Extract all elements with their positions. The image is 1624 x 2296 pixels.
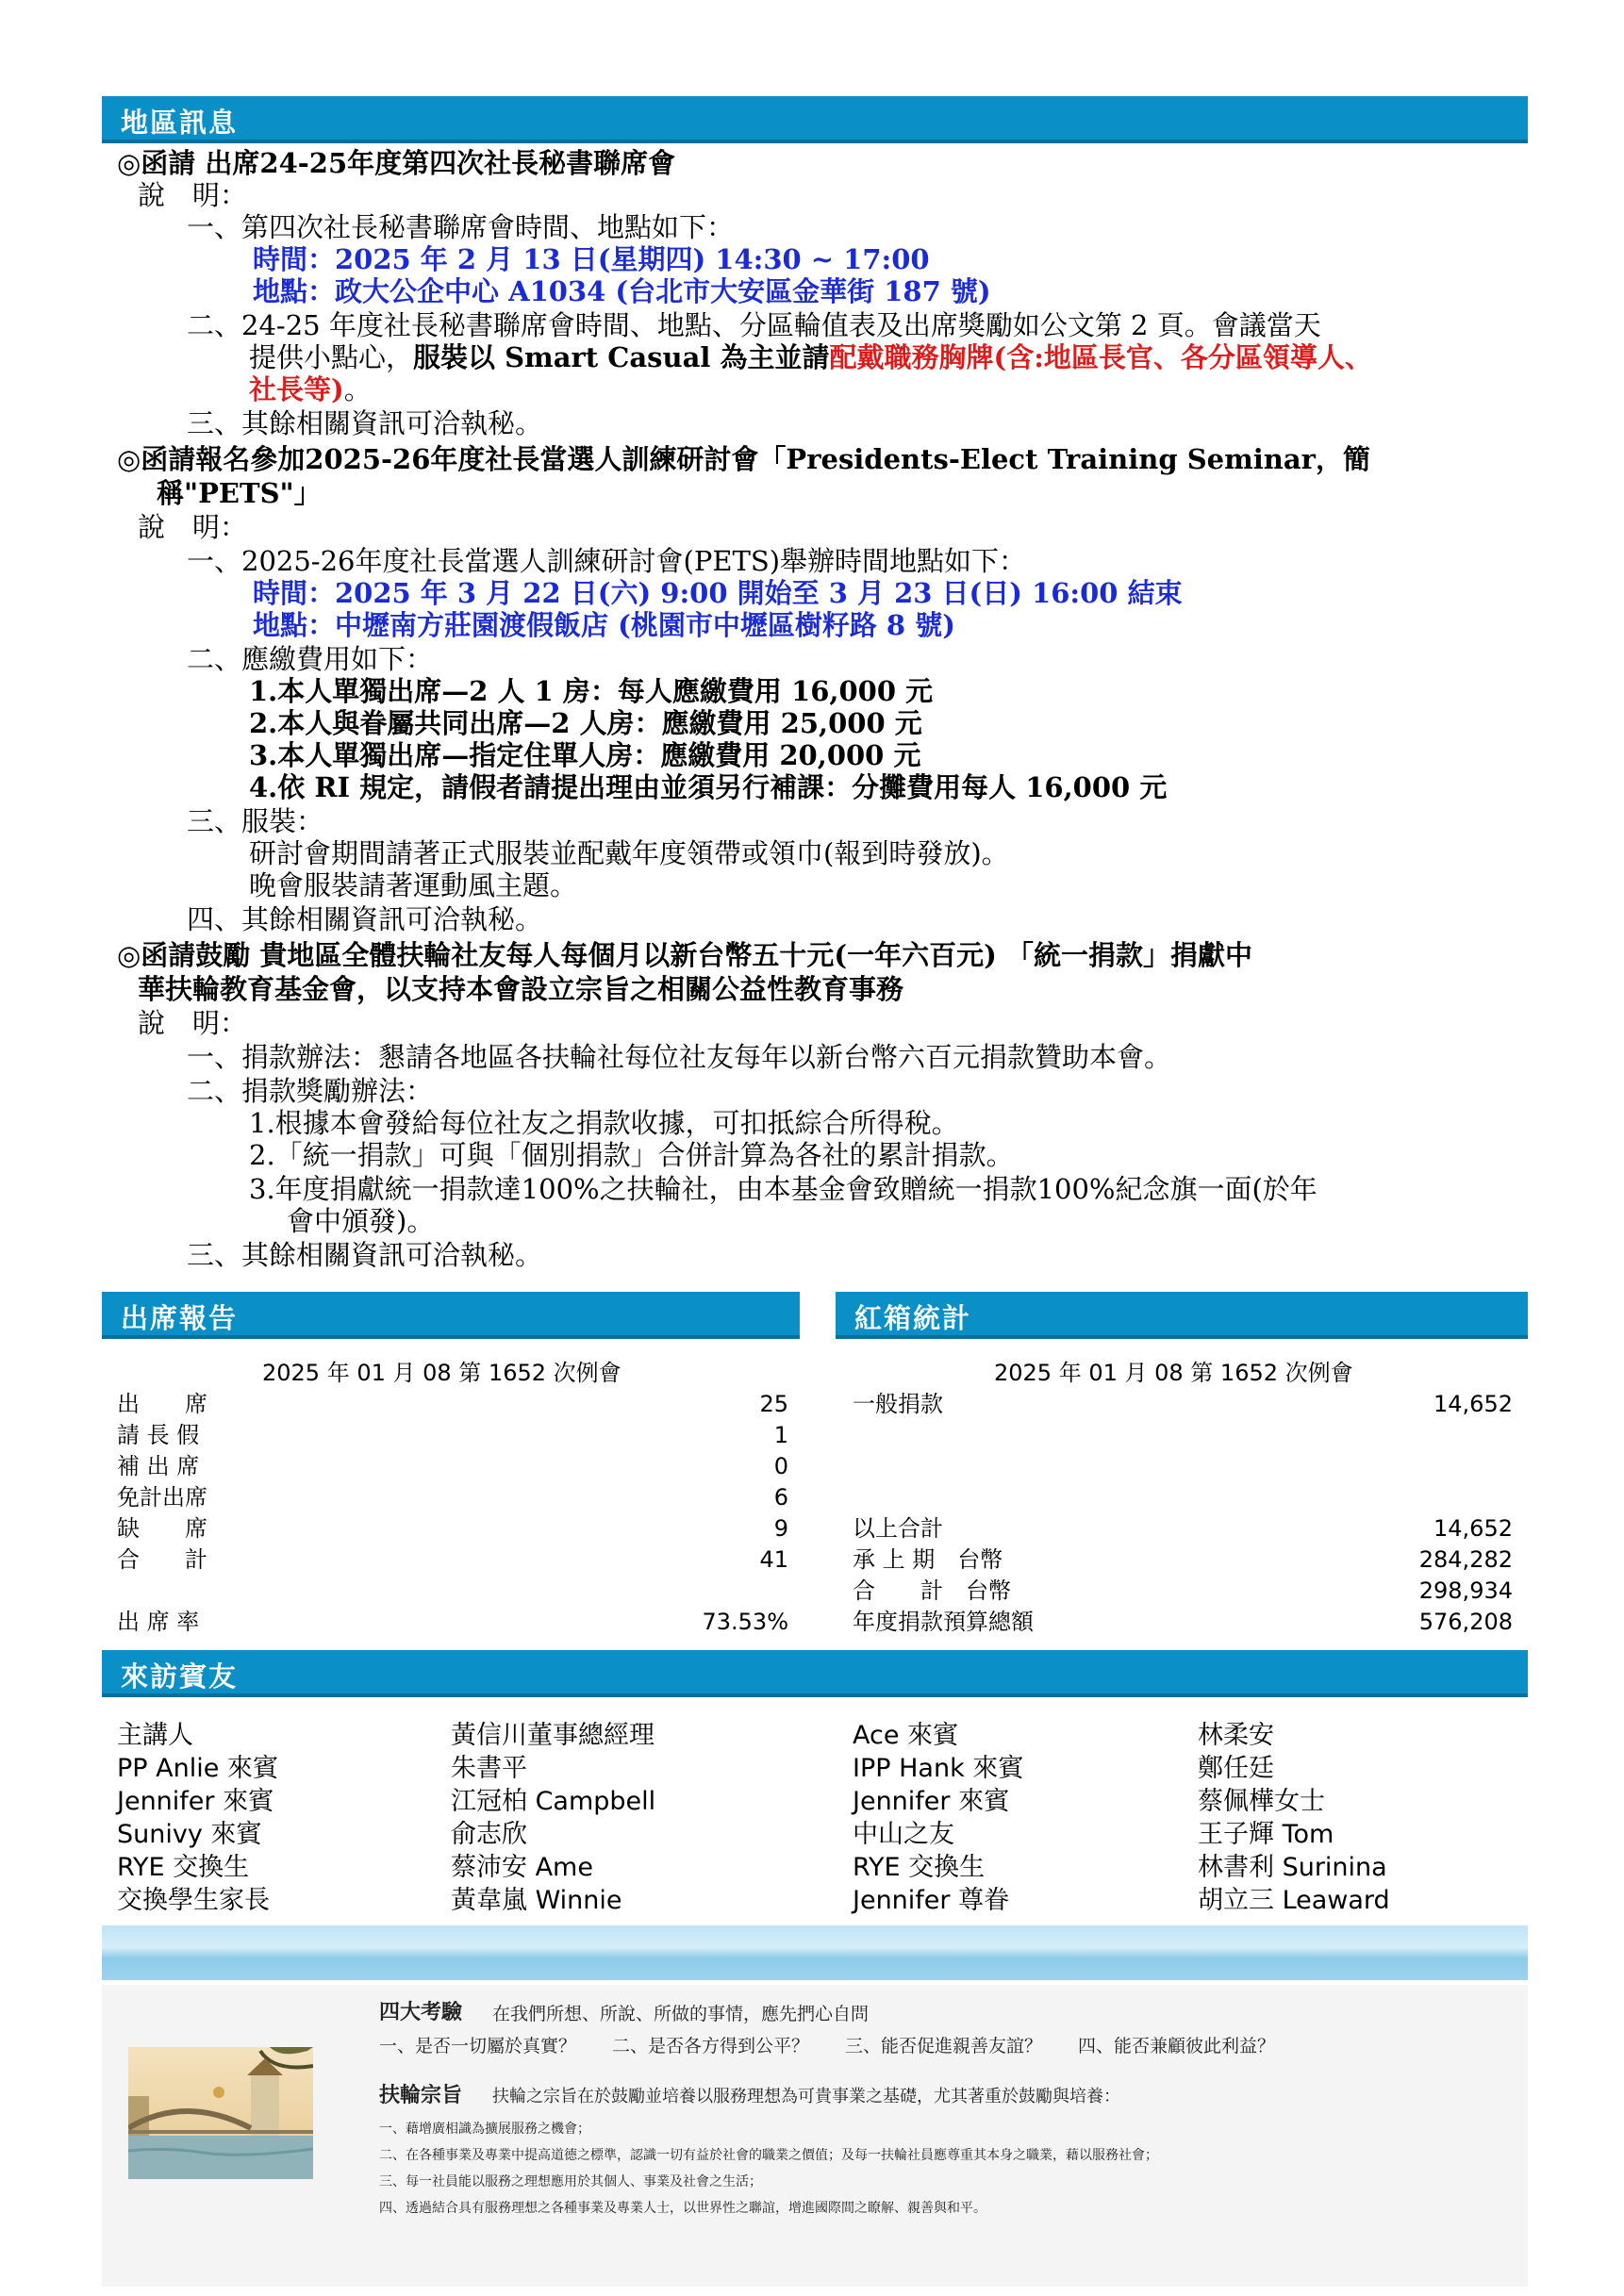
visitor-name: 朱書平 [451,1754,527,1783]
notice3-rule3-line1: 3.年度捐獻統一捐款達100%之扶輪社，由本基金會致贈統一捐款100%紀念旗一面(於年 [249,1173,1317,1205]
visitor-name: Jennifer 尊眷 [853,1886,1010,1915]
notice2-fee4: 4.依 RI 規定，請假者請提出理由並須另行補課：分攤費用每人 16,000 元 [249,771,1168,803]
visitors-title: 來訪賓友 [121,1660,239,1693]
rotary-object-item: 三、每一社員能以服務之理想應用於其個人、事業及社會之生活； [379,2174,762,2189]
visitors-header [102,1650,1528,1697]
budget-label: 年度捐款預算總額 [853,1609,1034,1635]
notice2-item4: 四、其餘相關資訊可洽執秘。 [187,903,543,935]
notice3-title-line1: ◎函請鼓勵 貴地區全體扶輪社友每人每個月以新台幣五十元(一年六百元) 「統一捐款」捐獻中 [117,939,1252,971]
notice3-item1: 一、捐款辦法：懇請各地區各扶輪社每位社友每年以新台幣六百元捐款贊助本會。 [187,1041,1172,1073]
subtotal-label: 以上合計 [853,1515,943,1542]
district-news-title: 地區訊息 [121,107,239,139]
attendance-row-value: 6 [773,1484,788,1511]
rotary-object-item: 四、透過結合具有服務理想之各種事業及專業人士，以世界性之聯誼，增進國際間之瞭解、親善與和平。 [379,2201,986,2216]
attendance-row-label: 合 計 [117,1546,207,1573]
attendance-meeting: 2025 年 01 月 08 第 1652 次例會 [262,1360,621,1386]
red-box-header [836,1292,1528,1339]
visitor-name: Ace 來賓 [853,1721,959,1750]
visitor-name: Jennifer 來賓 [117,1787,274,1816]
visitor-name: RYE 交換生 [853,1853,986,1882]
notice1-item2-line3: 社長等)。 [249,373,372,405]
notice1-place: 地點：政大公企中心 A1034 (台北市大安區金華街 187 號) [253,275,991,307]
notice2-item2: 二、應繳費用如下： [187,643,434,675]
visitor-name: 蔡佩樺女士 [1198,1787,1325,1816]
notice1-item2-line1: 二、24-25 年度社長秘書聯席會時間、地點、分區輪值表及出席獎勵如公文第 2 頁。會議當天 [187,309,1321,341]
attendance-row-label: 免計出席 [117,1484,207,1511]
notice1-item1: 一、第四次社長秘書聯席會時間、地點如下： [187,211,735,243]
attendance-row-value: 9 [773,1515,788,1542]
attendance-rate-label: 出 席 率 [117,1609,200,1635]
notice2-place: 地點：中壢南方莊園渡假飯店 (桃園市中壢區樹籽路 8 號) [253,609,955,641]
visitor-name: IPP Hank 來賓 [853,1754,1024,1783]
notice3-item2: 二、捐款獎勵辦法： [187,1075,434,1107]
visitor-name: 中山之友 [853,1820,954,1849]
visitor-name: 林書利 Surinina [1198,1853,1387,1882]
notice3-rule2: 2.「統一捐款」可與「個別捐款」合併計算為各社的累計捐款。 [249,1139,1014,1171]
budget-value: 576,208 [1418,1609,1513,1635]
attendance-row-label: 補 出 席 [117,1453,200,1479]
rotary-object-item: 二、在各種事業及專業中提高道德之標準，認識一切有益於社會的職業之價值；及每一扶輪社員應尊重其本身之職業，藉以服務社會； [379,2148,1158,2163]
visitor-name: Jennifer 來賓 [853,1787,1010,1816]
notice1-time: 時間：2025 年 2 月 13 日(星期四) 14:30 ~ 17:00 [253,243,930,275]
visitor-name: Sunivy 來賓 [117,1820,262,1849]
attendance-title: 出席報告 [121,1302,239,1334]
visitor-name: PP Anlie 來賓 [117,1754,278,1783]
general-donation-label: 一般捐款 [853,1391,943,1417]
notice2-dress2: 晚會服裝請著運動風主題。 [249,869,578,901]
notice2-dress1: 研討會期間請著正式服裝並配戴年度領帶或領巾(報到時發放)。 [249,837,1009,869]
notice2-fee1: 1.本人單獨出席—2 人 1 房：每人應繳費用 16,000 元 [249,675,934,707]
rotary-object-intro: 扶輪之宗旨在於鼓勵並培養以服務理想為可貴事業之基礎，尤其著重於鼓勵與培養： [492,2087,1120,2106]
notice1-title: ◎函請 出席24-25年度第四次社長秘書聯席會 [117,147,676,179]
notice2-explain: 說 明： [138,511,248,543]
rotary-object-item: 一、藉增廣相識為擴展服務之機會； [379,2122,590,2137]
notice2-title-line1: ◎函請報名參加2025-26年度社長當選人訓練研討會「Presidents-Elect Training Seminar，簡 [117,443,1370,475]
carry-over-value: 284,282 [1418,1546,1513,1573]
notice2-time: 時間：2025 年 3 月 22 日(六) 9:00 開始至 3 月 23 日(日) 16:00 結束 [253,577,1183,609]
red-box-title: 紅箱統計 [854,1302,972,1334]
attendance-rate-value: 73.53% [702,1609,788,1635]
notice3-title-line2: 華扶輪教育基金會，以支持本會設立宗旨之相關公益性教育事務 [138,973,904,1005]
subtotal-value: 14,652 [1433,1515,1513,1542]
notice2-fee3: 3.本人單獨出席—指定住單人房：應繳費用 20,000 元 [249,739,921,771]
visitor-name: 交換學生家長 [117,1886,270,1915]
notice3-rule1: 1.根據本會發給每位社友之捐款收據，可扣抵綜合所得稅。 [249,1107,959,1139]
visitor-name: 主講人 [117,1721,193,1750]
notice3-rule3-line2: 會中頒發)。 [287,1205,435,1237]
red-box-table [853,1358,1513,1641]
red-box-meeting: 2025 年 01 月 08 第 1652 次例會 [994,1360,1353,1386]
visitor-name: 林柔安 [1198,1721,1274,1750]
notice1-explain: 說 明： [138,179,248,211]
notice2-title-line2: 稱"PETS"」 [157,477,322,509]
notice2-item1: 一、2025-26年度社長當選人訓練研討會(PETS)舉辦時間地點如下： [187,545,1027,577]
four-way-test-questions: 一、是否一切屬於真實？ 二、是否各方得到公平？ 三、能否促進親善友誼？ 四、能否兼顧彼此利益？ [379,2036,1276,2056]
notice1-item2-line2: 提供小點心，服裝以 Smart Casual 為主並請配戴職務胸牌(含:地區長官、各分區領導人、 [249,341,1372,373]
visitor-name: RYE 交換生 [117,1853,250,1882]
visitor-name: 蔡沛安 Ame [451,1853,593,1882]
district-news-header [102,96,1528,143]
attendance-row-value: 25 [759,1391,788,1417]
visitor-name: 王子輝 Tom [1198,1820,1334,1849]
attendance-row-value: 0 [773,1453,788,1479]
visitor-name: 江冠柏 Campbell [451,1787,656,1816]
general-donation-value: 14,652 [1433,1391,1513,1417]
visitor-name: 黃韋嵐 Winnie [451,1886,622,1915]
total-label: 合 計 台幣 [853,1577,1011,1604]
attendance-row-value: 41 [759,1546,788,1573]
notice3-item3: 三、其餘相關資訊可洽執秘。 [187,1239,543,1271]
attendance-header [102,1292,800,1339]
four-way-test-intro: 在我們所想、所說、所做的事情，應先捫心自問 [492,2004,870,2024]
rotary-object-title: 扶輪宗旨 [379,2084,463,2107]
visitor-name: 黃信川董事總經理 [451,1721,655,1750]
attendance-row-label: 缺 席 [117,1515,207,1542]
notice2-item3: 三、服裝： [187,805,324,837]
attendance-row-value: 1 [773,1422,788,1448]
visitor-name: 胡立三 Leaward [1198,1886,1390,1915]
bridge-illustration-icon [128,2038,313,2189]
visitor-name: 鄭任廷 [1198,1754,1274,1783]
total-value: 298,934 [1418,1577,1513,1604]
four-way-test-title: 四大考驗 [379,2001,463,2024]
notice1-item3: 三、其餘相關資訊可洽執秘。 [187,407,543,439]
notice3-explain: 說 明： [138,1007,248,1039]
carry-over-label: 承 上 期 台幣 [853,1546,1003,1573]
attendance-table [117,1358,788,1641]
decorative-band [102,1925,1528,1980]
attendance-row-label: 出 席 [117,1391,207,1417]
footer-panel [102,1985,1528,2287]
notice2-fee2: 2.本人與眷屬共同出席—2 人房：應繳費用 25,000 元 [249,707,922,739]
visitor-name: 俞志欣 [451,1820,527,1849]
attendance-row-label: 請 長 假 [117,1422,200,1448]
